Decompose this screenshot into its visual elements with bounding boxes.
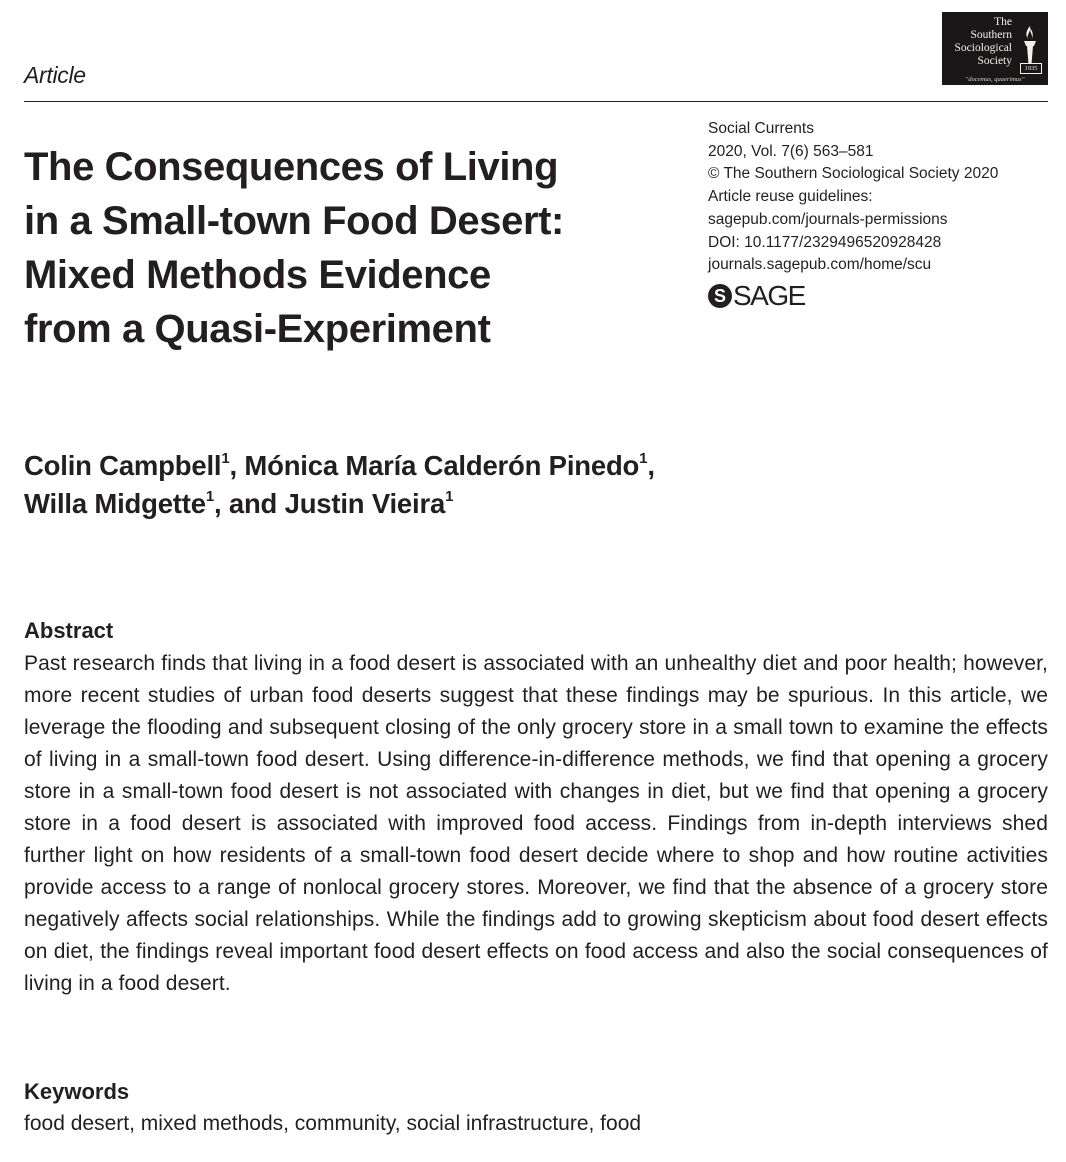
society-logo-line: Sociological — [954, 42, 1012, 54]
reuse-label: Article reuse guidelines: — [708, 188, 873, 206]
title-line: from a Quasi-Experiment — [24, 307, 491, 351]
abstract-text: Past research finds that living in a food desert is associated with an unhealthy diet and poor health; however, more recent studies of urban food deserts suggest that these findings may be spurious. In this article, we leverage the flooding and subsequent closing of the only grocery store in a small town to examine the effects of living in a small-town food desert. Using difference-in-difference methods, we find that opening a grocery store in a small-town food desert is not associated with changes in diet, but we find that opening a grocery store in a food desert is associated with improved food access. Findings from in-depth interviews shed further light on how residents of a small-town food desert decide where to shop and how routine activities provide access to a range of nonlocal grocery stores. Moreover, we find that the absence of a grocery store negatively affects social relationships. While the findings add to growing skepticism about food desert effects on diet, the findings reveal important food desert effects on food access and also the social consequences of living in a food desert. — [24, 652, 1048, 995]
section-label: Article — [24, 62, 86, 88]
author-separator: , and — [213, 488, 285, 519]
author-separator: , — [229, 450, 245, 481]
author-name[interactable]: Colin Campbell — [24, 450, 222, 481]
author-name[interactable]: Mónica María Calderón Pinedo — [244, 450, 640, 481]
title-line: in a Small-town Food Desert: — [24, 199, 564, 243]
sage-logo — [708, 281, 805, 311]
journal-homepage-link[interactable]: journals.sagepub.com/home/scu — [708, 256, 932, 274]
abstract-heading: Abstract — [24, 618, 114, 643]
society-logo-motto: "docemus, quaerimus" — [965, 76, 1025, 83]
author-separator: , — [647, 450, 655, 481]
keywords-list: food desert, mixed methods, community, social infrastructure, food — [24, 1112, 642, 1135]
society-logo-line: The — [994, 16, 1012, 28]
author-name[interactable]: Willa Midgette — [24, 488, 206, 519]
keywords-heading: Keywords — [24, 1079, 130, 1104]
volume-info: 2020, Vol. 7(6) 563–581 — [708, 142, 874, 160]
society-logo-line: Southern — [970, 29, 1012, 41]
sage-s-icon: S — [708, 284, 732, 308]
header-divider — [24, 101, 1048, 102]
society-logo-line: Society — [977, 55, 1012, 67]
journal-name: Social Currents — [708, 120, 814, 137]
doi-link[interactable]: DOI: 10.1177/2329496520928428 — [708, 233, 942, 251]
affiliation-marker: 1 — [221, 450, 230, 467]
affiliation-marker: 1 — [445, 488, 454, 505]
society-logo-year: 1935 — [1020, 63, 1042, 74]
author-name[interactable]: Justin Vieira — [284, 488, 446, 519]
copyright-notice: © The Southern Sociological Society 2020 — [708, 165, 999, 183]
affiliation-marker: 1 — [639, 450, 648, 467]
southern-sociological-society-logo — [942, 12, 1048, 85]
article-title — [24, 140, 704, 356]
reuse-link[interactable]: sagepub.com/journals-permissions — [708, 210, 948, 228]
sage-logo-text: SAGE — [733, 280, 805, 311]
title-line: Mixed Methods Evidence — [24, 253, 491, 297]
author-list — [24, 447, 924, 523]
title-line: The Consequences of Living — [24, 145, 559, 189]
affiliation-marker: 1 — [205, 488, 214, 505]
society-logo-words — [955, 16, 1013, 68]
journal-metadata — [708, 118, 1058, 277]
